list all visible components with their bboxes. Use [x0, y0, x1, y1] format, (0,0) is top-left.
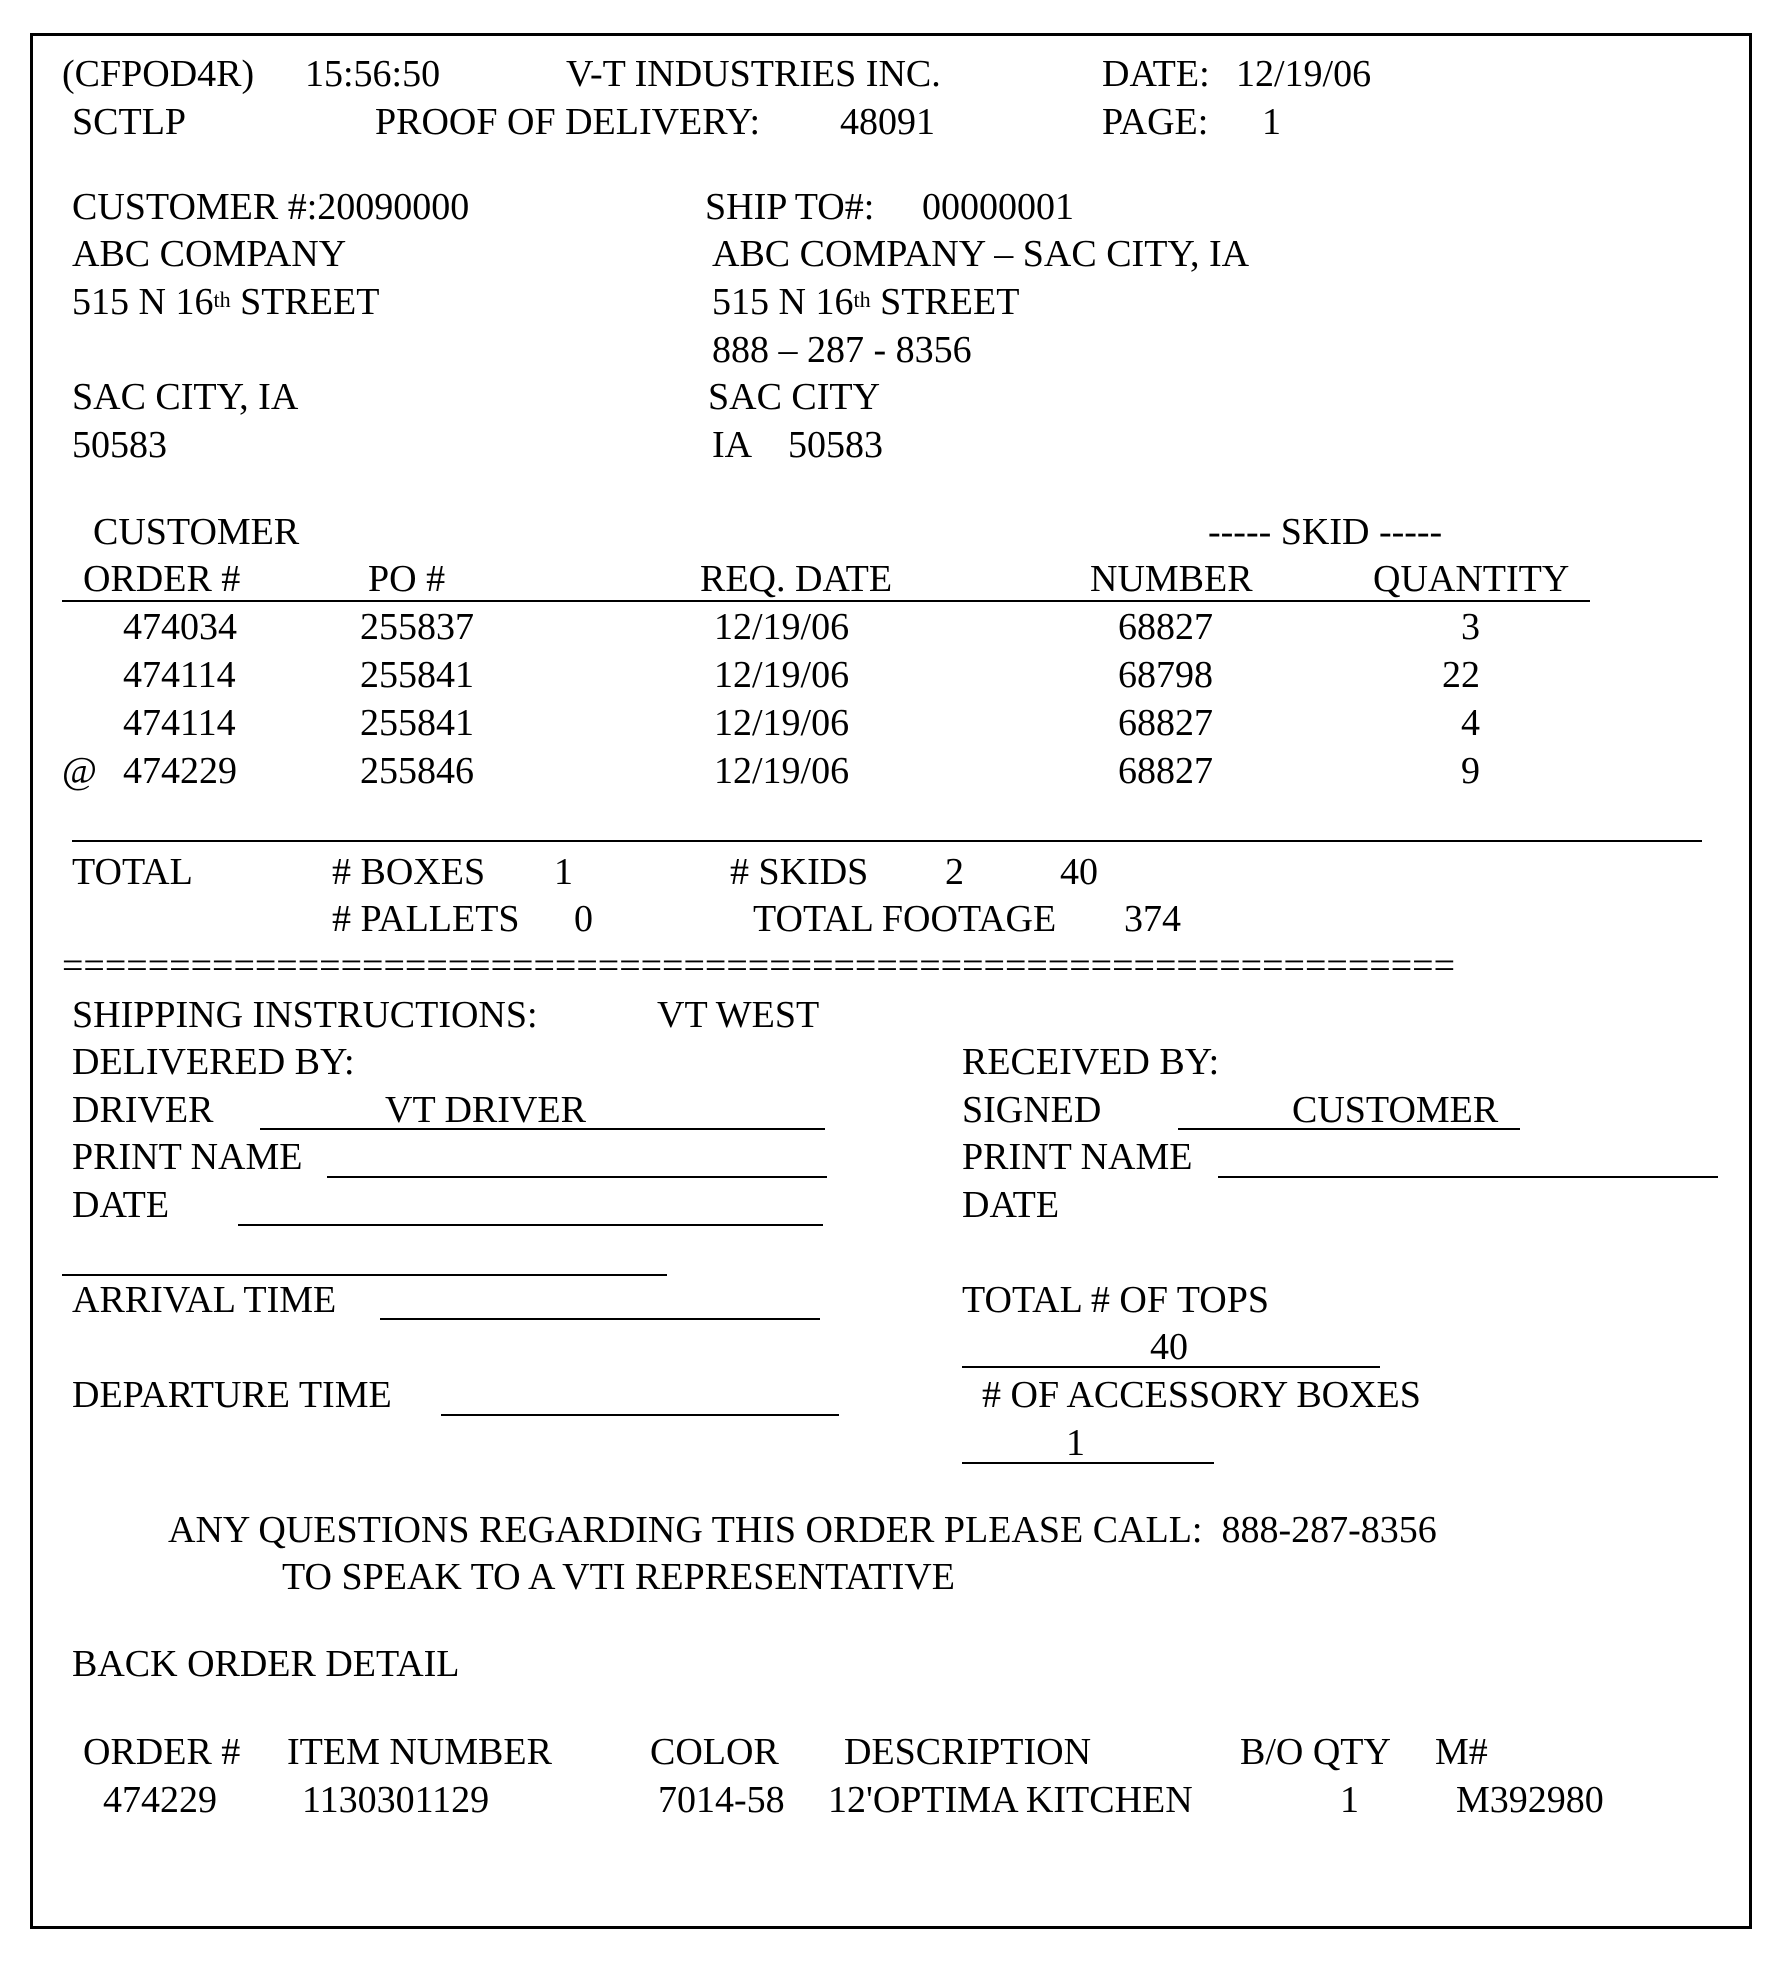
row-po: 255846: [360, 750, 474, 792]
customer-number: 20090000: [317, 186, 470, 228]
pod-label: PROOF OF DELIVERY:: [375, 101, 761, 143]
row-quantity: 4: [1461, 702, 1480, 744]
row-req-date: 12/19/06: [714, 654, 850, 696]
shipping-instructions-value: VT WEST: [657, 994, 820, 1036]
boxes-label: # BOXES: [332, 851, 486, 893]
ship-to-phone: 888 – 287 - 8356: [712, 329, 972, 371]
row-po: 255841: [360, 654, 474, 696]
driver-print-name-label: PRINT NAME: [72, 1136, 303, 1178]
footage-value: 374: [1124, 898, 1181, 940]
ship-to-name: ABC COMPANY – SAC CITY, IA: [712, 233, 1250, 275]
contact-line-1: ANY QUESTIONS REGARDING THIS ORDER PLEASE CALL: 888-287-8356: [168, 1509, 1437, 1551]
skids-value: 2: [945, 851, 964, 893]
row-flag: @: [62, 750, 97, 792]
departure-time-line[interactable]: [441, 1414, 839, 1416]
driver-date-line[interactable]: [238, 1224, 823, 1226]
arrival-time-line[interactable]: [380, 1318, 820, 1320]
contact-line-2: TO SPEAK TO A VTI REPRESENTATIVE: [282, 1556, 955, 1598]
bo-col-qty: B/O QTY: [1240, 1731, 1391, 1773]
receiver-date-label: DATE: [962, 1184, 1060, 1226]
row-req-date: 12/19/06: [714, 750, 850, 792]
driver-print-name-line[interactable]: [327, 1176, 827, 1178]
ship-to-label: SHIP TO#:: [705, 186, 875, 228]
customer-name: ABC COMPANY: [72, 233, 347, 275]
row-po: 255837: [360, 606, 474, 648]
signed-value: CUSTOMER: [1292, 1089, 1499, 1131]
accessory-boxes-label: # OF ACCESSORY BOXES: [982, 1374, 1421, 1416]
accessory-boxes-line[interactable]: [962, 1462, 1214, 1464]
page-number: 1: [1262, 101, 1281, 143]
signed-label: SIGNED: [962, 1089, 1102, 1131]
orders-header-skid: ----- SKID -----: [1208, 511, 1443, 553]
row-order: 474034: [123, 606, 237, 648]
row-skid-number: 68827: [1118, 606, 1213, 648]
col-req-date: REQ. DATE: [700, 558, 893, 600]
row-req-date: 12/19/06: [714, 702, 850, 744]
bo-col-item: ITEM NUMBER: [287, 1731, 552, 1773]
pallets-label: # PALLETS: [332, 898, 520, 940]
shipping-instructions-label: SHIPPING INSTRUCTIONS:: [72, 994, 538, 1036]
ship-to-number: 00000001: [922, 186, 1074, 228]
ship-to-state: IA: [712, 424, 753, 466]
footage-label: TOTAL FOOTAGE: [753, 898, 1057, 940]
skids-extra: 40: [1060, 851, 1098, 893]
bo-row-item: 1130301129: [302, 1779, 490, 1821]
report-time: 15:56:50: [305, 53, 441, 95]
row-quantity: 9: [1461, 750, 1480, 792]
col-po: PO #: [368, 558, 446, 600]
receiver-print-name-line[interactable]: [1218, 1176, 1718, 1178]
pallets-value: 0: [574, 898, 593, 940]
company-name: V-T INDUSTRIES INC.: [566, 53, 941, 95]
row-quantity: 3: [1461, 606, 1480, 648]
bo-row-order: 474229: [103, 1779, 217, 1821]
pod-number: 48091: [840, 101, 935, 143]
row-skid-number: 68827: [1118, 750, 1213, 792]
bo-row-color: 7014-58: [658, 1779, 785, 1821]
ship-to-zip: 50583: [788, 424, 883, 466]
row-order: 474114: [123, 654, 236, 696]
departure-time-label: DEPARTURE TIME: [72, 1374, 392, 1416]
row-order: 474229: [123, 750, 237, 792]
total-tops-value: 40: [1150, 1326, 1188, 1368]
ship-to-street: 515 N 16th STREET: [712, 281, 1020, 323]
col-quantity: QUANTITY: [1373, 558, 1570, 600]
double-separator: =================================================================: [62, 945, 1455, 987]
blank-line[interactable]: [62, 1274, 667, 1276]
driver-label: DRIVER: [72, 1089, 214, 1131]
orders-header-customer: CUSTOMER: [93, 511, 300, 553]
totals-label: TOTAL: [72, 851, 193, 893]
driver-date-label: DATE: [72, 1184, 170, 1226]
bo-col-description: DESCRIPTION: [844, 1731, 1092, 1773]
delivered-by-label: DELIVERED BY:: [72, 1041, 355, 1083]
customer-city-state: SAC CITY, IA: [72, 376, 299, 418]
boxes-value: 1: [554, 851, 573, 893]
program-id: (CFPOD4R): [62, 53, 255, 95]
totals-rule: [72, 840, 1702, 842]
user-id: SCTLP: [72, 101, 187, 143]
bo-row-description: 12'OPTIMA KITCHEN: [828, 1779, 1193, 1821]
date-label: DATE:: [1102, 53, 1210, 95]
bo-col-m: M#: [1435, 1731, 1488, 1773]
receiver-print-name-label: PRINT NAME: [962, 1136, 1193, 1178]
bo-row-m: M392980: [1456, 1779, 1604, 1821]
customer-number-line: CUSTOMER #:20090000: [72, 186, 470, 228]
bo-row-qty: 1: [1340, 1779, 1359, 1821]
accessory-boxes-value: 1: [1066, 1422, 1085, 1464]
page-label: PAGE:: [1102, 101, 1209, 143]
orders-header-rule: [62, 600, 1590, 602]
row-skid-number: 68798: [1118, 654, 1213, 696]
col-order: ORDER #: [83, 558, 241, 600]
total-tops-label: TOTAL # OF TOPS: [962, 1279, 1270, 1321]
ship-to-city: SAC CITY: [708, 376, 881, 418]
row-skid-number: 68827: [1118, 702, 1213, 744]
row-quantity: 22: [1442, 654, 1480, 696]
arrival-time-label: ARRIVAL TIME: [72, 1279, 337, 1321]
row-po: 255841: [360, 702, 474, 744]
row-order: 474114: [123, 702, 236, 744]
skids-label: # SKIDS: [730, 851, 869, 893]
back-order-title: BACK ORDER DETAIL: [72, 1643, 460, 1685]
received-by-label: RECEIVED BY:: [962, 1041, 1220, 1083]
customer-street: 515 N 16th STREET: [72, 281, 380, 323]
col-skid-number: NUMBER: [1090, 558, 1253, 600]
customer-zip: 50583: [72, 424, 167, 466]
row-req-date: 12/19/06: [714, 606, 850, 648]
date-value: 12/19/06: [1236, 53, 1372, 95]
driver-value: VT DRIVER: [385, 1089, 586, 1131]
bo-col-order: ORDER #: [83, 1731, 241, 1773]
bo-col-color: COLOR: [650, 1731, 779, 1773]
